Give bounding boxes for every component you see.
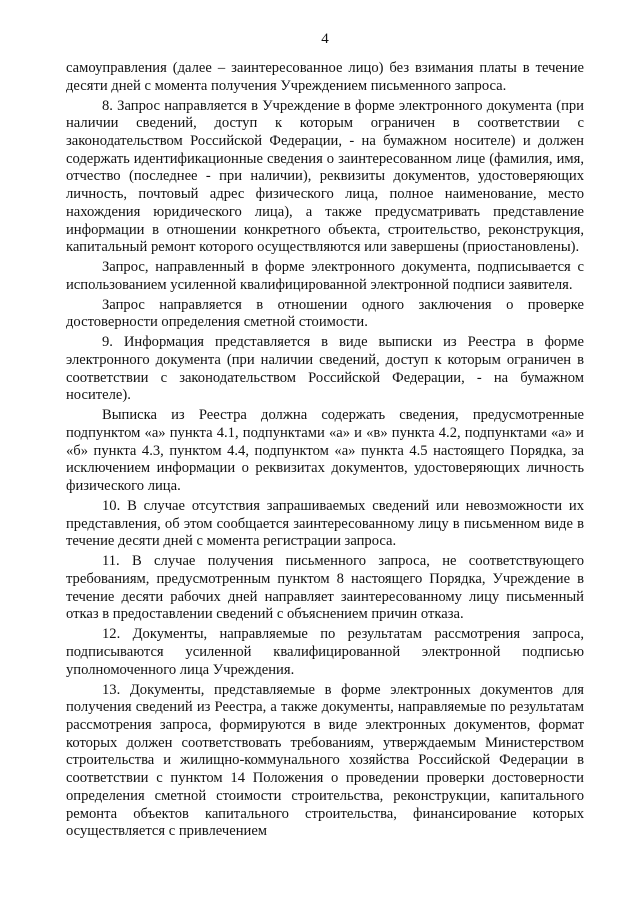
paragraph-8: 8. Запрос направляется в Учреждение в форме электронного документа (при наличии сведений, доступ к которым ограничен в соответствии с законодательством Российской Федерации, - на бумажном носителе) и должен содержать идентификационные сведения о заинтересованном лице (фамилия, имя, отчество (последнее - при наличии), реквизиты документов, удостоверяющих личность, почтовый адрес физического лица, полное наименование, место нахождения юридического лица), а также предусматривать представление информации в отношении конкретного объекта, строительство, реконструкция, капитальный ремонт которого осуществляются или завершены (приостановлены). — [66, 97, 584, 256]
paragraph-13: 13. Документы, представляемые в форме электронных документов для получения сведений из Реестра, а также документы, направляемые по результатам рассмотрения запроса, формируются в виде электронных документов, формат которых должен соответствовать требованиям, утверждаемым Министерством строительства и жилищно-коммунального хозяйства Российской Федерации в соответствии с пунктом 14 Положения о проведении проверки достоверности определения сметной стоимости строительства, реконструкции, капитального ремонта объектов капитального строительства, финансирование которых осуществляется с привлечением — [66, 681, 584, 840]
paragraph-9-extract: Выписка из Реестра должна содержать сведения, предусмотренные подпунктом «а» пункта 4.1, подпунктами «а» и «в» пункта 4.2, подпунктами «а» и «б» пункта 4.3, пунктом 4.4, подпунктом «а» пункта 4.5 настоящего Порядка, за исключением информации о реквизитах документов, удостоверяющих личность физического лица. — [66, 407, 584, 495]
paragraph-10: 10. В случае отсутствия запрашиваемых сведений или невозможности их представления, об этом сообщается заинтересованному лицу в письменном виде в течение десяти дней с момента регистрации запроса. — [66, 498, 584, 550]
document-body — [66, 60, 584, 841]
paragraph-11: 11. В случае получения письменного запроса, не соответствующего требованиям, предусмотренным пунктом 8 настоящего Порядка, Учреждение в течение десяти рабочих дней направляет заинтересованному лицу письменный отказ в предоставлении сведений с объяснением причин отказа. — [66, 553, 584, 623]
paragraph-continuation: самоуправления (далее – заинтересованное лицо) без взимания платы в течение десяти дней с момента получения Учреждением письменного запроса. — [66, 60, 584, 94]
page-number: 4 — [321, 31, 329, 47]
paragraph-8-scope: Запрос направляется в отношении одного заключения о проверке достоверности определения сметной стоимости. — [66, 296, 584, 331]
paragraph-8-signature: Запрос, направленный в форме электронного документа, подписывается с использованием усиленной квалифицированной электронной подписи заявителя. — [66, 259, 584, 293]
paragraph-12: 12. Документы, направляемые по результатам рассмотрения запроса, подписываются усиленной квалифицированной электронной подписью уполномоченного лица Учреждения. — [66, 626, 584, 678]
paragraph-9: 9. Информация представляется в виде выписки из Реестра в форме электронного документа (при наличии сведений, доступ к которым ограничен в соответствии с законодательством Российской Федерации, - на бумажном носителе). — [66, 334, 584, 404]
